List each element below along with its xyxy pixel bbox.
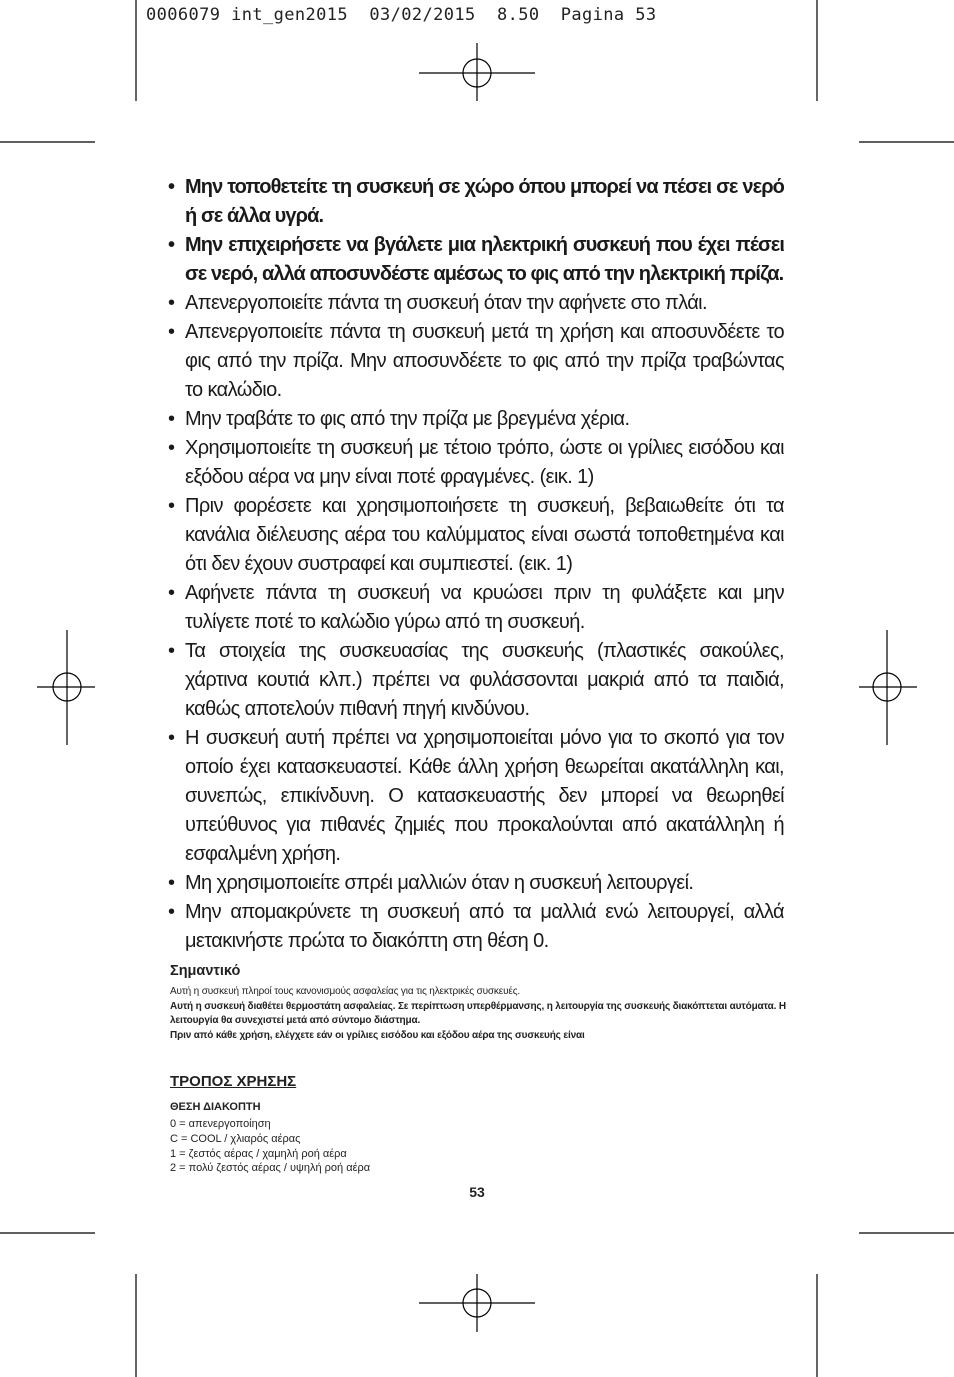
safety-instruction-item: [168, 869, 784, 898]
bullet-glyph: •: [168, 640, 175, 662]
safety-instruction-text: Μην τοποθετείτε τη συσκευή σε χώρο όπου μπορεί να πέσει σε νερό ή σε άλλα υγρά.: [185, 176, 784, 227]
bullet-glyph: •: [168, 176, 175, 198]
bullet-glyph: •: [168, 408, 175, 430]
safety-instruction-item: [168, 434, 784, 492]
safety-instruction-text: Μην τραβάτε το φις από την πρίζα με βρεγμένα χέρια.: [185, 408, 630, 430]
bullet-glyph: •: [168, 292, 175, 314]
safety-instruction-text: Μην απομακρύνετε τη συσκευή από τα μαλλιά ενώ λειτουργεί, αλλά μετακινήστε πρώτα το διακόπτη στη θέση 0.: [185, 901, 784, 952]
print-slug: 0006079 int_gen2015 03/02/2015 8.50 Pagina 53: [146, 5, 657, 25]
safety-instruction-text: Αφήνετε πάντα τη συσκευή να κρυώσει πριν τη φυλάξετε και μην τυλίγετε ποτέ το καλώδιο γύρω από τη συσκευή.: [185, 582, 784, 633]
safety-instruction-text: Πριν φορέσετε και χρησιμοποιήσετε τη συσκευή, βεβαιωθείτε ότι τα κανάλια διέλευσης αέρα του καλύμματος είναι σωστά τοποθετημένα και ότι δεν έχουν συστραφεί και συμπιεστεί. (εικ. 1): [185, 495, 784, 575]
registration-mark-right: [859, 630, 917, 745]
safety-instruction-item: [168, 898, 784, 956]
safety-instruction-item: [168, 289, 784, 318]
safety-instruction-item: [168, 492, 784, 579]
bullet-glyph: •: [168, 872, 175, 894]
switch-position-list: [170, 1117, 370, 1176]
switch-position-item: 0 = απενεργοποίηση: [170, 1118, 271, 1130]
important-line-thermostat: Αυτή η συσκευή διαθέτει θερμοστάτη ασφαλείας. Σε περίπτωση υπερθέρμανσης, η λειτουργία της συσκευής διακόπτεται αυτόματα. Η λειτουργία θα συνεχιστεί μετά από σύντομο διάστημα.: [170, 1000, 786, 1027]
registration-mark-left: [37, 630, 95, 745]
safety-instruction-item: [168, 173, 784, 231]
bullet-glyph: •: [168, 234, 175, 256]
safety-instruction-text: Η συσκευή αυτή πρέπει να χρησιμοποιείται μόνο για το σκοπό για τον οποίο έχει κατασκευαστεί. Κάθε άλλη χρήση θεωρείται ακατάλληλη και, συνεπώς, επικίνδυνη. Ο κατασκευαστής δεν μπορεί να θεωρηθεί υπεύθυνος για πιθανές ζημιές που προκαλούνται από ακατάλληλη ή εσφαλμένη χρήση.: [185, 727, 784, 865]
safety-instruction-item: [168, 579, 784, 637]
bullet-glyph: •: [168, 727, 175, 749]
safety-instruction-item: [168, 231, 784, 289]
safety-instructions-list: [168, 173, 784, 956]
bullet-glyph: •: [168, 321, 175, 343]
safety-instruction-item: [168, 637, 784, 724]
important-line-compliance: Αυτή η συσκευή πληροί τους κανονισμούς ασφαλείας για τις ηλεκτρικές συσκευές.: [170, 986, 521, 997]
safety-instruction-item: [168, 405, 784, 434]
bullet-glyph: •: [168, 901, 175, 923]
usage-heading: ΤΡΟΠΟΣ ΧΡΗΣΗΣ: [170, 1073, 297, 1090]
safety-instruction-item: [168, 318, 784, 405]
safety-instruction-text: Μην επιχειρήσετε να βγάλετε μια ηλεκτρική συσκευή που έχει πέσει σε νερό, αλλά αποσυνδέστε αμέσως το φις από την ηλεκτρική πρίζα.: [185, 234, 784, 285]
switch-position-item: 2 = πολύ ζεστός αέρας / υψηλή ροή αέρα: [170, 1162, 371, 1175]
safety-instruction-text: Απενεργοποιείτε πάντα τη συσκευή μετά τη χρήση και αποσυνδέετε το φις από την πρίζα. Μην αποσυνδέετε το φις από την πρίζα τραβώντας το καλώδιο.: [185, 321, 784, 401]
bullet-glyph: •: [168, 582, 175, 604]
important-heading: Σημαντικό: [170, 963, 241, 979]
safety-instruction-text: Τα στοιχεία της συσκευασίας της συσκευής (πλαστικές σακούλες, χάρτινα κουτιά κλπ.) πρέπει να φυλάσσονται μακριά από τα παιδιά, καθώς αποτελούν πιθανή πηγή κινδύνου.: [185, 640, 784, 720]
switch-position-heading: ΘΕΣΗ ΔΙΑΚΟΠΤΗ: [170, 1101, 261, 1113]
switch-position-item: C = COOL / χλιαρός αέρας: [170, 1132, 301, 1145]
registration-mark-bottom: [419, 1274, 535, 1332]
important-line-check-grilles: Πριν από κάθε χρήση, ελέγχετε εάν οι γρίλιες εισόδου και εξόδου αέρα της συσκευής είναι: [170, 1029, 585, 1041]
safety-instruction-text: Μη χρησιμοποιείτε σπρέι μαλλιών όταν η συσκευή λειτουργεί.: [185, 872, 694, 894]
bullet-glyph: •: [168, 495, 175, 517]
page-number: 53: [469, 1184, 485, 1200]
bullet-glyph: •: [168, 437, 175, 459]
switch-position-item: 1 = ζεστός αέρας / χαμηλή ροή αέρα: [170, 1147, 347, 1160]
safety-instruction-text: Απενεργοποιείτε πάντα τη συσκευή όταν την αφήνετε στο πλάι.: [185, 292, 707, 314]
registration-mark-top: [419, 43, 535, 101]
safety-instruction-text: Χρησιμοποιείτε τη συσκευή με τέτοιο τρόπο, ώστε οι γρίλιες εισόδου και εξόδου αέρα να μην είναι ποτέ φραγμένες. (εικ. 1): [185, 437, 784, 488]
safety-instruction-item: [168, 724, 784, 869]
important-text: [170, 985, 786, 1043]
